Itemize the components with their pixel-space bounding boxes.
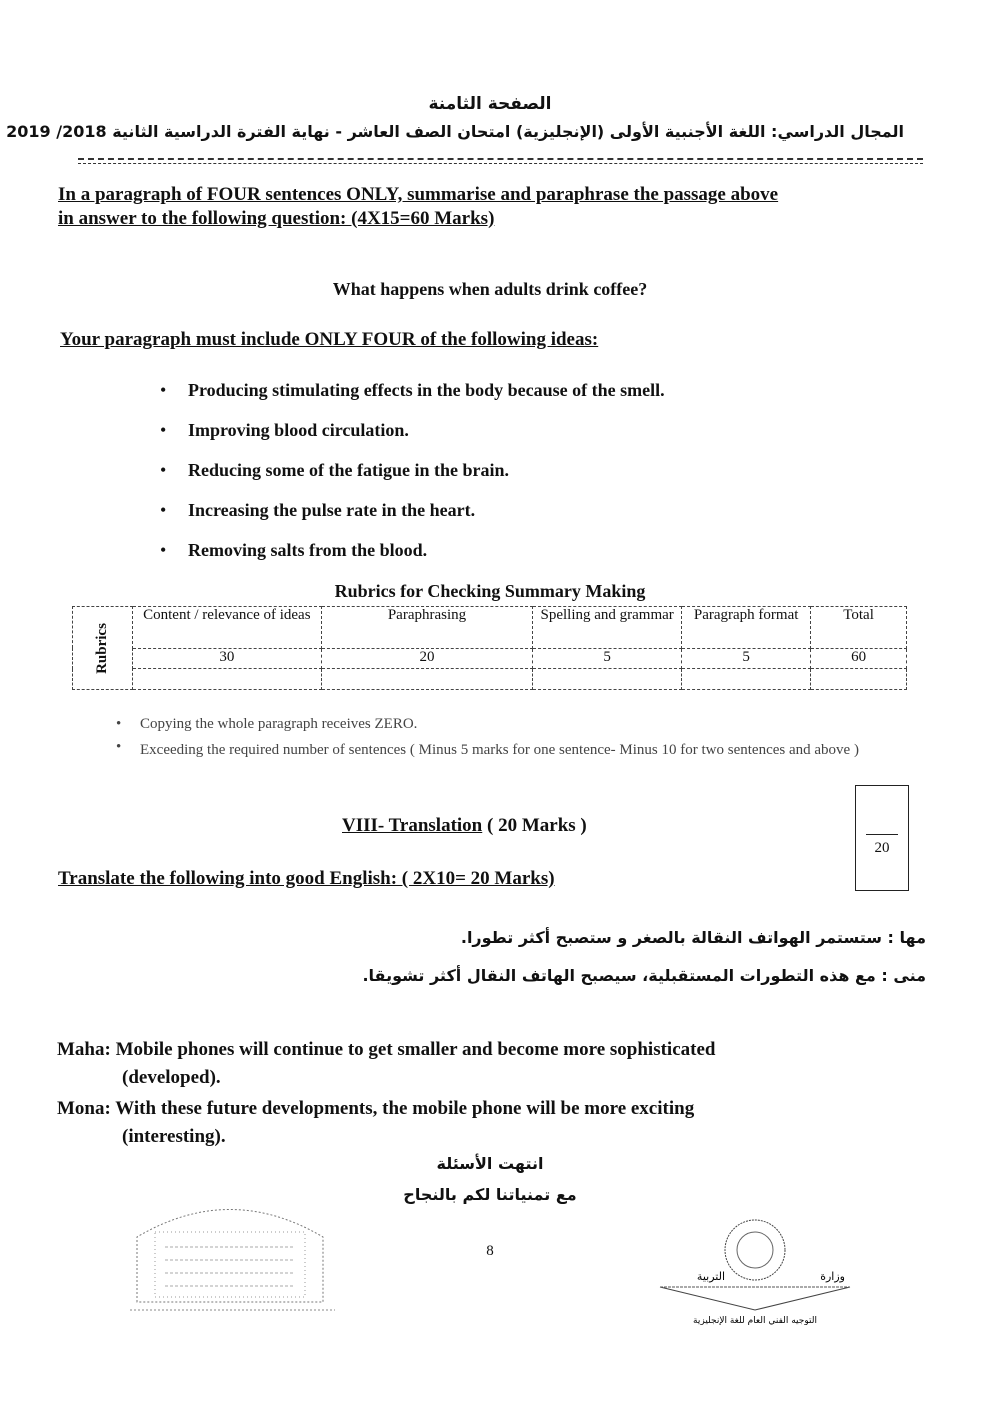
- score-line: [866, 834, 898, 835]
- rubrics-title: Rubrics for Checking Summary Making: [334, 581, 646, 601]
- rubrics-side-label: Rubrics: [93, 622, 110, 674]
- rubric-header: Content / relevance of ideas: [132, 607, 321, 649]
- translation-instruction: Translate the following into good English: ( 2X10= 20 Marks): [58, 868, 555, 889]
- arabic-sentence-maha: مها : ستستمر الهواتف النقالة بالصغر و ستصبح أكثر تطورا.: [460, 928, 926, 947]
- subject-line: المجال الدراسي: اللغة الأجنبية الأولى (الإنجليزية) امتحان الصف العاشر - نهاية الفترة الدراسية الثانية 2018/ 2019: [6, 122, 904, 141]
- rubric-header: Paraphrasing: [321, 607, 532, 649]
- rubric-mark: 30: [132, 648, 321, 669]
- answer-text: (interesting).: [122, 1126, 226, 1147]
- header-divider: [78, 158, 923, 160]
- translation-title: [342, 815, 587, 837]
- rubric-header: Paragraph format: [682, 607, 811, 649]
- score-cell: [811, 669, 907, 690]
- answer-text: Mobile phones will continue to get smaller and become more sophisticated: [115, 1039, 716, 1060]
- translation-title-text: VIII- Translation: [342, 815, 483, 836]
- bullet-icon: •: [160, 380, 167, 400]
- idea-item: Producing stimulating effects in the body because of the smell.: [188, 380, 665, 400]
- rubric-note: Copying the whole paragraph receives ZERO.: [140, 716, 418, 732]
- score-cell: [682, 669, 811, 690]
- score-total: 20: [874, 840, 890, 856]
- summary-instruction: in answer to the following question: (4X15=60 Marks): [58, 208, 495, 229]
- rubric-note: Exceeding the required number of sentences ( Minus 5 marks for one sentence- Minus 10 for two sentences and above ): [140, 742, 859, 758]
- summary-question: What happens when adults drink coffee?: [332, 279, 648, 299]
- rubrics-table: [72, 606, 907, 690]
- svg-text:التربية: التربية: [696, 1270, 725, 1283]
- speaker: Maha:: [57, 1039, 111, 1060]
- ministry-logo: [655, 1215, 865, 1325]
- score-box: [855, 785, 909, 891]
- rubric-header: Total: [811, 607, 907, 649]
- idea-item: Removing salts from the blood.: [188, 540, 428, 560]
- svg-text:وزارة: وزارة: [820, 1270, 845, 1283]
- bullet-icon: •: [160, 540, 167, 560]
- answer-text: With these future developments, the mobile phone will be more exciting: [115, 1098, 695, 1119]
- rubric-mark: 20: [321, 648, 532, 669]
- rubric-header: Spelling and grammar: [533, 607, 682, 649]
- page-number: 8: [486, 1243, 494, 1259]
- official-stamp: [125, 1192, 340, 1317]
- idea-item: Increasing the pulse rate in the heart.: [188, 500, 476, 520]
- answer-maha: [57, 1039, 715, 1061]
- arabic-sentence-mona: منى : مع هذه التطورات المستقبلية، سيصبح الهاتف النقال أكثر تشويقا.: [362, 966, 926, 985]
- answer-mona: [57, 1098, 694, 1120]
- bullet-icon: •: [160, 420, 167, 440]
- svg-text:التوجيه الفني العام للغة الإنج: التوجيه الفني العام للغة الإنجليزية: [693, 1316, 817, 1325]
- rubric-mark: 5: [533, 648, 682, 669]
- idea-item: Improving blood circulation.: [188, 420, 409, 440]
- idea-item: Reducing some of the fatigue in the brain.: [188, 460, 509, 480]
- header-divider: [78, 163, 923, 164]
- note-bullet: •: [116, 716, 122, 732]
- end-text: انتهت الأسئلة: [436, 1154, 544, 1173]
- score-cell: [321, 669, 532, 690]
- bullet-icon: •: [160, 460, 167, 480]
- bullet-icon: •: [160, 500, 167, 520]
- wishes-text: مع تمنياتنا لكم بالنجاح: [403, 1185, 577, 1204]
- speaker: Mona:: [57, 1098, 111, 1119]
- score-cell: [132, 669, 321, 690]
- rubric-mark: 60: [811, 648, 907, 669]
- summary-instruction: In a paragraph of FOUR sentences ONLY, summarise and paraphrase the passage above: [58, 184, 779, 205]
- page-title-arabic: الصفحة الثامنة: [428, 94, 552, 114]
- ideas-heading: Your paragraph must include ONLY FOUR of the following ideas:: [60, 329, 599, 350]
- translation-marks: ( 20 Marks ): [487, 815, 587, 836]
- score-cell: [533, 669, 682, 690]
- note-bullet: •: [116, 739, 122, 755]
- rubrics-side-label-cell: [73, 607, 133, 690]
- rubric-mark: 5: [682, 648, 811, 669]
- answer-text: (developed).: [122, 1067, 221, 1088]
